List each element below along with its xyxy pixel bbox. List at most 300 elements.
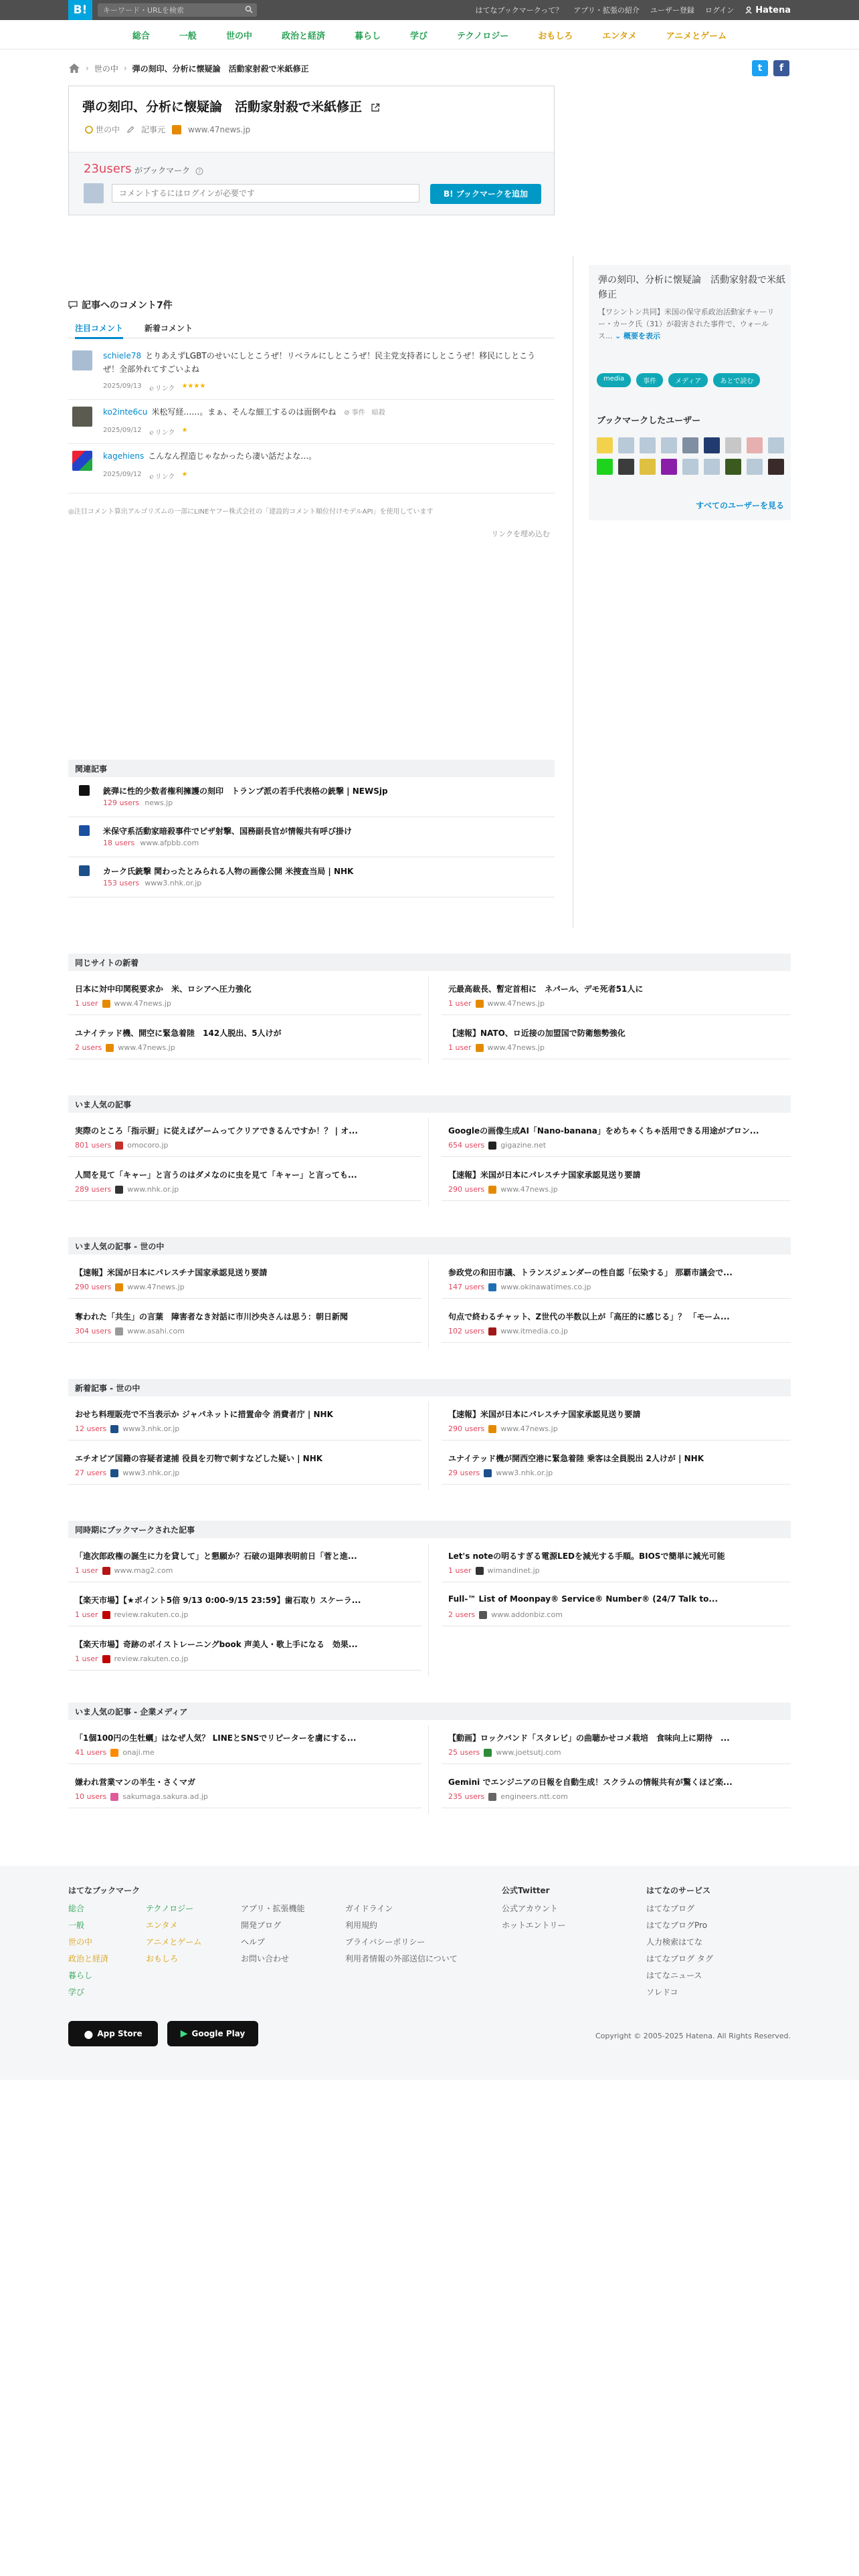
article-title[interactable]: エチオピア国籍の容疑者逮捕 役員を刃物で刺すなどした疑い | NHK	[75, 1454, 323, 1463]
comment-date[interactable]: 2025/09/12	[103, 427, 142, 434]
article-item[interactable]	[442, 1402, 791, 1440]
nav-item[interactable]: 暮らし	[354, 31, 381, 41]
avatar[interactable]	[72, 350, 92, 370]
article-title[interactable]: 【速報】米国が日本にパレスチナ国家承認見送り要請	[75, 1268, 268, 1277]
site-favicon-icon	[110, 1469, 118, 1477]
article-meta	[448, 1792, 568, 1801]
comment-body: こんなん捏造じゃなかったら凄い話だよな…。	[148, 451, 317, 461]
footer-link[interactable]: ホットエントリー	[502, 1921, 566, 1930]
column-separator	[428, 1402, 429, 1490]
article-title[interactable]: 【速報】米国が日本にパレスチナ国家承認見送り要請	[448, 1410, 641, 1419]
search-box[interactable]	[98, 3, 257, 17]
article-item[interactable]	[442, 1304, 791, 1343]
user-avatar[interactable]	[597, 459, 613, 475]
facebook-share-icon[interactable]: f	[773, 60, 789, 76]
bookmark-count[interactable]: 801 users	[75, 1141, 112, 1150]
footer-link[interactable]: はてなブログPro	[646, 1921, 708, 1930]
bookmark-count[interactable]: 1 user	[75, 1566, 98, 1575]
footer-link[interactable]: 利用者情報の外部送信について	[345, 1954, 458, 1963]
related-item[interactable]	[68, 817, 555, 857]
article-item[interactable]	[68, 1769, 421, 1808]
article-meta	[448, 1424, 558, 1433]
comments-title: 記事へのコメント7件	[82, 300, 173, 311]
section-title: いま人気の記事 - 企業メディア	[75, 1707, 188, 1717]
article-item[interactable]	[68, 1021, 421, 1059]
footer-link[interactable]: 一般	[68, 1921, 85, 1930]
tag-chip[interactable]: media	[597, 373, 631, 387]
bookmark-panel	[69, 152, 554, 215]
avatar[interactable]	[72, 451, 92, 471]
comment-tabs	[68, 320, 555, 338]
avatar[interactable]	[72, 407, 92, 427]
entry-title[interactable]	[82, 97, 380, 115]
footer-link[interactable]: ガイドライン	[345, 1904, 393, 1913]
sidebar-description-text: 【ワシントン共同】米国の保守系政治活動家チャーリー・カーク氏（31）が殺害された事件で、ウォールス...	[598, 308, 775, 340]
user-avatar[interactable]	[768, 459, 784, 475]
comment-link[interactable]: ｅリンク	[148, 385, 175, 393]
article-item[interactable]	[68, 1162, 421, 1201]
embed-link[interactable]: リンクを埋め込む	[491, 530, 550, 538]
footer-link[interactable]: 総合	[68, 1904, 85, 1913]
user-avatar[interactable]	[661, 459, 677, 475]
site-name[interactable]: sakumaga.sakura.ad.jp	[122, 1792, 208, 1801]
footer-link[interactable]: 政治と経済	[68, 1954, 109, 1963]
login-link[interactable]: ログイン	[704, 6, 735, 15]
site-name[interactable]: gigazine.net	[500, 1141, 547, 1150]
footer	[0, 1866, 859, 2080]
tag-list	[597, 373, 760, 387]
site-name[interactable]: www.okinawatimes.co.jp	[500, 1283, 591, 1291]
article-meta	[448, 999, 545, 1008]
footer-link[interactable]: テクノロジー	[146, 1904, 194, 1913]
site-name[interactable]: www.47news.jp	[127, 1283, 185, 1291]
category-badge[interactable]	[85, 124, 120, 135]
article-title[interactable]: 嫌われ営業マンの半生・さくマガ	[75, 1778, 196, 1787]
bookmark-count[interactable]: 153 users	[103, 879, 140, 887]
footer-link[interactable]: ヘルプ	[241, 1937, 266, 1947]
footer-link[interactable]: 学び	[68, 1988, 85, 1997]
site-name[interactable]: www.addonbiz.com	[491, 1610, 563, 1619]
apps-link[interactable]: アプリ・拡張の紹介	[573, 6, 640, 15]
user-avatar[interactable]	[704, 459, 720, 475]
user-avatar[interactable]	[640, 459, 656, 475]
breadcrumb	[68, 59, 309, 78]
search-icon[interactable]	[245, 5, 253, 13]
site-name[interactable]: www.47news.jp	[487, 1043, 545, 1052]
star-icon[interactable]: ★★★★	[181, 383, 206, 390]
comment-user[interactable]: ko2inte6cu	[103, 407, 148, 417]
svg-text:?: ?	[197, 168, 201, 175]
site-name[interactable]: www.nhk.or.jp	[127, 1185, 179, 1194]
footer-link[interactable]: アニメとゲーム	[146, 1937, 202, 1947]
comment-date[interactable]: 2025/09/13	[103, 383, 142, 390]
bookmark-count[interactable]: 1 user	[75, 1654, 98, 1663]
related-title[interactable]: カーク氏銃撃 関わったとみられる人物の画像公開 米捜査当局 | NHK	[103, 867, 354, 876]
bookmark-count[interactable]: 290 users	[448, 1424, 485, 1433]
bookmark-count[interactable]: 12 users	[75, 1424, 107, 1433]
hatena-logo[interactable]	[745, 5, 791, 15]
external-link-icon[interactable]	[371, 103, 380, 112]
category-icon	[85, 126, 93, 134]
site-favicon-icon	[488, 1327, 496, 1335]
site-name[interactable]: www.itmedia.co.jp	[500, 1327, 568, 1335]
bookmark-count[interactable]: 41 users	[75, 1748, 107, 1757]
footer-link[interactable]: アプリ・拡張機能	[241, 1904, 305, 1913]
bookmarked-users-title: ブックマークしたユーザー	[597, 416, 701, 426]
article-item[interactable]	[68, 1588, 421, 1626]
article-item[interactable]	[68, 1260, 421, 1299]
site-favicon-icon	[479, 1611, 487, 1619]
footer-link[interactable]: お問い合わせ	[241, 1954, 290, 1963]
article-title[interactable]: 「進次郎政権の誕生に力を貸して」と懇願か？石破の退陣表明前日「菅と進...	[75, 1551, 357, 1561]
article-meta	[448, 1469, 553, 1477]
entry-box	[68, 86, 555, 215]
comment-user[interactable]: kagehiens	[103, 451, 145, 461]
google-play-label[interactable]: Google Play	[191, 2029, 246, 2038]
article-title[interactable]: 奪われた「共生」の言葉 障害者なき対話に市川沙央さんは思う：朝日新聞	[75, 1312, 349, 1321]
nav-item[interactable]: エンタメ	[602, 31, 637, 41]
tab-popular-comments[interactable]: 注目コメント	[75, 322, 123, 339]
user-avatar[interactable]	[747, 459, 763, 475]
bookmark-count[interactable]: 147 users	[448, 1283, 485, 1291]
article-item[interactable]	[442, 1118, 791, 1157]
bookmark-count[interactable]: 290 users	[75, 1283, 112, 1291]
site-name[interactable]: onaji.me	[122, 1748, 155, 1757]
bookmark-count[interactable]: 23users	[84, 162, 132, 176]
site-favicon-icon	[110, 1425, 118, 1433]
article-meta	[75, 1141, 169, 1150]
section-heading	[68, 1237, 791, 1255]
nav-item[interactable]: おもしろ	[538, 31, 573, 41]
category-nav	[0, 20, 859, 49]
bookmark-count[interactable]: 289 users	[75, 1185, 112, 1194]
comment-text	[103, 449, 545, 463]
bookmark-count[interactable]: 290 users	[448, 1185, 485, 1194]
user-avatar[interactable]	[597, 437, 613, 453]
user-avatar[interactable]	[725, 459, 741, 475]
article-meta	[448, 1141, 546, 1150]
article-title[interactable]: Gemini でエンジニアの日報を自動生成！スクラムの情報共有が驚くほど楽...	[448, 1778, 733, 1787]
nav-item[interactable]: 政治と経済	[281, 31, 325, 41]
bookmark-count[interactable]: 102 users	[448, 1327, 485, 1335]
chevron-right-icon: ›	[123, 64, 127, 73]
user-avatar[interactable]	[618, 437, 634, 453]
site-name[interactable]: www3.nhk.or.jp	[122, 1469, 180, 1477]
article-title[interactable]: ユナイテッド機、開空に緊急着陸 142人脱出、5人けが	[75, 1029, 282, 1038]
hatebu-logo[interactable]: B!	[68, 0, 92, 20]
column-separator	[428, 1543, 429, 1676]
section-heading	[68, 1521, 791, 1538]
site-favicon-icon	[476, 1044, 484, 1052]
article-title[interactable]: 参政党の和田市議、トランスジェンダーの性自認「伝染する」 那覇市議会で...	[448, 1268, 733, 1277]
footer-link[interactable]: はてなニュース	[646, 1971, 702, 1980]
all-users-link[interactable]: すべてのユーザーを見る	[696, 501, 784, 510]
comment-item	[68, 400, 555, 444]
bookmark-count[interactable]: 1 user	[448, 1043, 472, 1052]
related-title[interactable]: 銃弾に性的少数者権利擁護の刻印 トランプ派の若手代表格の銃撃 | NEWSjp	[103, 786, 388, 796]
site-favicon-icon	[115, 1186, 123, 1194]
star-icon[interactable]: ★	[181, 427, 188, 434]
article-title[interactable]: 人間を見て「キャー」と言うのはダメなのに虫を見て「キャー」と言っても...	[75, 1170, 357, 1180]
site-name[interactable]: www.asahi.com	[127, 1327, 185, 1335]
article-item[interactable]	[442, 1446, 791, 1485]
star-icon[interactable]: ★	[181, 471, 188, 478]
bookmark-count[interactable]: 2 users	[448, 1610, 476, 1619]
bookmark-count[interactable]: 654 users	[448, 1141, 485, 1150]
user-avatar[interactable]	[747, 437, 763, 453]
footer-link[interactable]: 世の中	[68, 1937, 93, 1947]
article-item[interactable]	[68, 1632, 421, 1671]
section-heading	[68, 1095, 791, 1113]
bookmark-count[interactable]: 18 users	[103, 839, 135, 847]
footer-link[interactable]: はてなブログ タグ	[646, 1954, 713, 1963]
article-item[interactable]	[442, 1725, 791, 1764]
entry-category[interactable]: 世の中	[96, 125, 120, 134]
article-meta	[448, 1327, 568, 1335]
site-name[interactable]: www3.nhk.or.jp	[145, 879, 202, 887]
user-avatar[interactable]	[725, 437, 741, 453]
article-title[interactable]: 日本に対中印関税要求か 米、ロシアへ圧力強化	[75, 984, 252, 994]
footer-twitter-title: 公式Twitter	[502, 1886, 550, 1895]
comment-text	[103, 405, 545, 420]
article-meta	[75, 1654, 188, 1663]
article-title[interactable]: Full-™ List of Moonpay® Service® Number® (24/7 Talk to...	[448, 1594, 719, 1604]
avatar	[84, 183, 104, 203]
column-separator	[428, 1725, 429, 1814]
article-meta	[75, 1469, 179, 1477]
section-title: 同じサイトの新着	[75, 958, 139, 968]
column-separator	[428, 1118, 429, 1206]
article-title[interactable]: 実際のところ「指示厨」に従えばゲームってクリアできるんですか！？ | オ...	[75, 1126, 358, 1136]
edit-icon[interactable]	[126, 126, 134, 134]
user-avatar[interactable]	[704, 437, 720, 453]
site-name[interactable]: www.47news.jp	[118, 1043, 175, 1052]
site-name[interactable]: www.47news.jp	[114, 999, 171, 1008]
site-favicon-icon	[110, 1749, 118, 1757]
section-title: 同時期にブックマークされた記事	[75, 1525, 195, 1535]
article-title[interactable]: 【速報】米国が日本にパレスチナ国家承認見送り要請	[448, 1170, 641, 1180]
footer-link[interactable]: はてなブログ	[646, 1904, 695, 1913]
site-name[interactable]: www3.nhk.or.jp	[496, 1469, 553, 1477]
article-item[interactable]	[68, 1543, 421, 1582]
bookmark-count[interactable]: 29 users	[448, 1469, 480, 1477]
bookmark-count[interactable]: 235 users	[448, 1792, 485, 1801]
site-name[interactable]: review.rakuten.co.jp	[114, 1654, 189, 1663]
comment-user[interactable]: schiele78	[103, 351, 142, 360]
comment-link[interactable]: ｅリンク	[148, 473, 175, 481]
article-title[interactable]: Googleの画像生成AI「Nano-banana」をめちゃくちゃ活用できる用途がブロン...	[448, 1126, 759, 1136]
article-meta	[75, 1610, 188, 1619]
site-favicon-icon	[110, 1793, 118, 1801]
footer-link[interactable]: プライバシーポリシー	[345, 1937, 425, 1947]
site-name[interactable]: www3.nhk.or.jp	[122, 1424, 180, 1433]
site-name[interactable]: engineers.ntt.com	[500, 1792, 568, 1801]
user-avatar[interactable]	[661, 437, 677, 453]
comment-item	[68, 344, 555, 400]
user-avatar[interactable]	[682, 437, 698, 453]
site-name[interactable]: www.47news.jp	[487, 999, 545, 1008]
search-input[interactable]	[103, 4, 237, 16]
user-avatar[interactable]	[618, 459, 634, 475]
comment-tags: ⊘ 事件 暗殺	[344, 409, 385, 417]
source-label: 記事元	[141, 125, 166, 134]
site-favicon-icon	[79, 865, 90, 876]
tab-new-comments[interactable]: 新着コメント	[145, 324, 193, 333]
site-favicon-icon	[102, 1567, 110, 1575]
site-name[interactable]: www.47news.jp	[500, 1424, 558, 1433]
entry-title-text[interactable]: 弾の刻印、分析に懐疑論 活動家射殺で米紙修正	[82, 100, 363, 114]
article-meta	[75, 1185, 179, 1194]
article-item[interactable]	[442, 1769, 791, 1808]
nav-item[interactable]: 学び	[409, 31, 427, 41]
section-title: 新着記事 - 世の中	[75, 1384, 140, 1393]
tag-chip[interactable]: メディア	[668, 373, 708, 387]
copyright: Copyright © 2005-2025 Hatena. All Rights Reserved.	[595, 2032, 791, 2040]
site-name[interactable]: www.afpbb.com	[140, 839, 199, 847]
site-name[interactable]: www.mag2.com	[114, 1566, 173, 1575]
comment-item	[68, 444, 555, 494]
article-meta	[75, 1043, 175, 1052]
comment-meta	[103, 383, 205, 393]
site-name[interactable]: omocoro.jp	[127, 1141, 169, 1150]
bookmark-count[interactable]: 1 user	[448, 999, 472, 1008]
footer-link[interactable]: 公式アカウント	[502, 1904, 558, 1913]
article-title[interactable]: 【楽天市場】【★ポイント5倍 9/13 0:00-9/15 23:59】歯石取り スケーラ...	[75, 1596, 361, 1605]
comment-body: とりあえずLGBTのせいにしとこうぜ！リベラルにしとこうぜ！民主党支持者にしとこうぜ！移民にしとこうぜ！全部外れてすごいよね	[103, 351, 536, 374]
article-title[interactable]: ユナイテッド機が開西空港に緊急着陸 乗客は全員脱出 2人けが | NHK	[448, 1454, 704, 1463]
article-item[interactable]	[68, 1118, 421, 1157]
article-item[interactable]	[68, 1402, 421, 1440]
bookmark-count[interactable]: 10 users	[75, 1792, 107, 1801]
article-title[interactable]: 「1個100円の生牡蠣」はなぜ人気？ LINEとSNSでリピーターを虜にする...	[75, 1733, 357, 1743]
bookmark-count[interactable]: 1 user	[448, 1566, 472, 1575]
app-store-label[interactable]: App Store	[97, 2029, 142, 2038]
column-separator	[428, 976, 429, 1065]
app-store-badge[interactable]	[68, 2021, 158, 2046]
footer-link[interactable]: 利用規約	[345, 1921, 378, 1930]
breadcrumb-category[interactable]: 世の中	[94, 64, 118, 74]
article-title[interactable]: おせち料理販売で不当表示か ジャパネットに措置命令 消費者庁 | NHK	[75, 1410, 333, 1419]
article-item[interactable]	[68, 976, 421, 1015]
footer-link[interactable]: 開発ブログ	[241, 1921, 282, 1930]
nav-item[interactable]: テクノロジー	[457, 31, 509, 41]
related-item[interactable]	[68, 777, 555, 817]
article-title[interactable]: 【楽天市場】奇跡のボイストレーニングbook 声美人・歌上手になる 効果...	[75, 1640, 358, 1649]
home-icon[interactable]	[68, 63, 80, 74]
nav-item[interactable]: 世の中	[225, 31, 252, 41]
article-item[interactable]	[68, 1304, 421, 1343]
hatena-logo-text: Hatena	[755, 5, 791, 15]
article-meta	[448, 1748, 561, 1757]
article-item[interactable]	[68, 1725, 421, 1764]
site-name[interactable]: www.47news.jp	[500, 1185, 558, 1194]
bookmark-count[interactable]: 304 users	[75, 1327, 112, 1335]
show-summary-link[interactable]: ⌄ 概要を表示	[615, 332, 661, 340]
article-meta	[448, 1185, 558, 1194]
comment-icon	[68, 301, 78, 309]
footer-link[interactable]: 暮らし	[68, 1971, 93, 1980]
comment-date[interactable]: 2025/09/12	[103, 471, 142, 478]
source-link[interactable]: www.47news.jp	[188, 124, 251, 134]
bookmark-count[interactable]: 27 users	[75, 1469, 107, 1477]
article-meta	[448, 1566, 540, 1575]
nav-item[interactable]: アニメとゲーム	[666, 31, 727, 41]
twitter-share-icon[interactable]: t	[752, 60, 768, 76]
sidebar-title[interactable]: 弾の刻印、分析に懐疑論 活動家射殺で米紙修正	[598, 275, 785, 300]
article-item[interactable]	[442, 1543, 791, 1582]
related-title[interactable]: 米保守系活動家暗殺事件でピザ射撃、国務副長官が情報共有呼び掛け	[103, 827, 353, 836]
site-name[interactable]: review.rakuten.co.jp	[114, 1610, 189, 1619]
source-favicon-icon	[172, 125, 181, 134]
bookmark-count[interactable]: 1 user	[75, 1610, 98, 1619]
article-item[interactable]	[442, 1162, 791, 1201]
hatena-icon	[745, 6, 753, 14]
show-summary-label[interactable]: 概要を表示	[624, 332, 661, 340]
tag-chip[interactable]: 事件	[636, 373, 663, 387]
bookmark-count[interactable]: 25 users	[448, 1748, 480, 1757]
user-avatar[interactable]	[768, 437, 784, 453]
register-link[interactable]: ユーザー登録	[650, 6, 694, 15]
article-title[interactable]: 【動画】ロックバンド「スタレビ」の曲聴かせコメ栽培 食味向上に期待 ...	[448, 1733, 730, 1743]
site-name[interactable]: news.jp	[145, 798, 173, 807]
bookmark-count-label-text: がブックマーク	[134, 166, 191, 175]
site-name[interactable]: wimandinet.jp	[487, 1566, 540, 1575]
article-item[interactable]	[442, 1588, 791, 1626]
footer-link[interactable]: エンタメ	[146, 1921, 178, 1930]
nav-item[interactable]: 一般	[179, 31, 197, 41]
article-title[interactable]: Let's noteの明るすぎる電源LEDを減光する手順。BIOSで簡単に減光可能	[448, 1551, 725, 1561]
about-link[interactable]: はてなブックマークって？	[475, 6, 563, 15]
user-avatar[interactable]	[640, 437, 656, 453]
share-buttons	[752, 60, 789, 76]
article-item[interactable]	[68, 1446, 421, 1485]
site-favicon-icon	[484, 1749, 492, 1757]
article-item[interactable]	[442, 1021, 791, 1059]
article-title[interactable]: 【速報】NATO、ロ近接の加盟国で防衛態勢強化	[448, 1029, 626, 1038]
article-meta	[448, 1043, 545, 1052]
article-item[interactable]	[442, 976, 791, 1015]
bookmarked-users-grid	[597, 437, 784, 475]
user-avatar[interactable]	[682, 459, 698, 475]
article-title[interactable]: 元最高裁長、暫定首相に ネパール、デモ死者51人に	[448, 984, 644, 994]
bookmark-count[interactable]: 129 users	[103, 798, 140, 807]
article-title[interactable]: 句点で終わるチャット、Z世代の半数以上が「高圧的に感じる」？ 「モーム...	[448, 1312, 730, 1321]
comment-input[interactable]	[112, 184, 419, 203]
site-favicon-icon	[476, 1567, 484, 1575]
site-favicon-icon	[476, 1000, 484, 1008]
nav-item[interactable]: 総合	[132, 31, 150, 41]
site-name[interactable]: www.joetsutj.com	[496, 1748, 561, 1757]
tag-chip[interactable]: あとで読む	[713, 373, 760, 387]
section-heading	[68, 954, 791, 971]
add-bookmark-button[interactable]: B! ブックマークを追加	[430, 184, 541, 204]
article-item[interactable]	[442, 1260, 791, 1299]
help-icon[interactable]	[195, 167, 203, 175]
article-meta	[75, 1748, 155, 1757]
bookmark-count[interactable]: 1 user	[75, 999, 98, 1008]
bookmark-count[interactable]: 2 users	[75, 1043, 102, 1052]
entry-summary-sidebar	[589, 265, 791, 520]
footer-link[interactable]: おもしろ	[146, 1954, 179, 1963]
footer-link[interactable]: 人力検索はてな	[646, 1937, 703, 1947]
apple-icon: ●	[84, 2027, 94, 2040]
comment-link[interactable]: ｅリンク	[148, 429, 175, 437]
site-favicon-icon	[488, 1793, 496, 1801]
related-item[interactable]	[68, 857, 555, 897]
footer-link[interactable]: ソレドコ	[646, 1988, 678, 1997]
google-play-badge[interactable]	[167, 2021, 258, 2046]
related-meta	[103, 839, 199, 847]
